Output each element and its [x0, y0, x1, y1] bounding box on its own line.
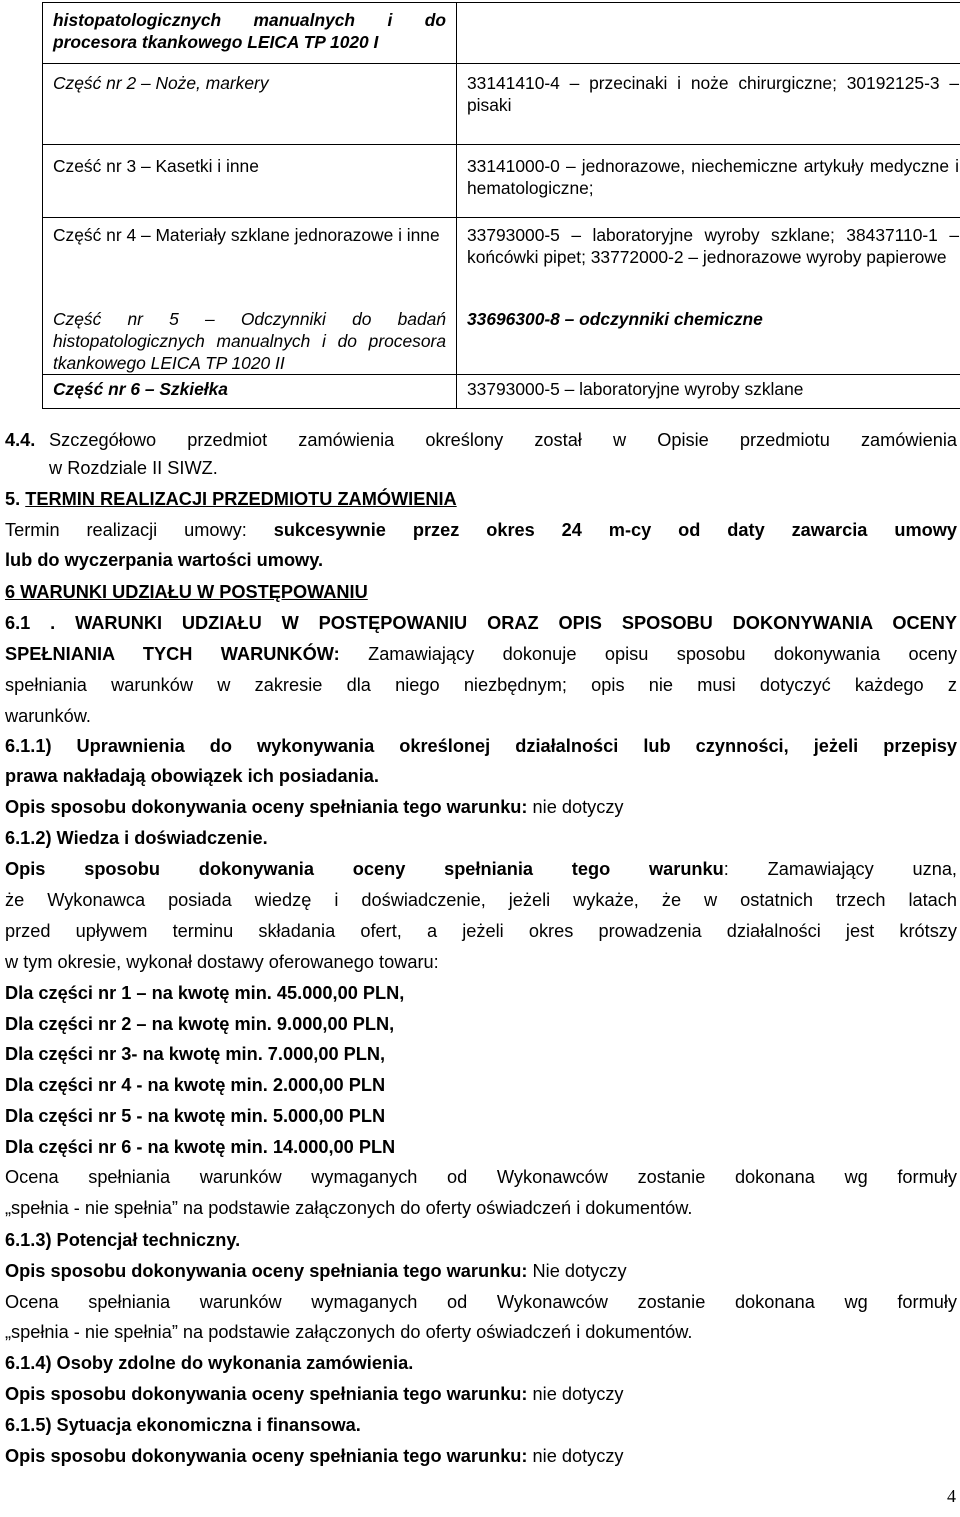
paragraph-line	[5, 612, 957, 634]
assessment-value: nie dotyczy	[532, 1384, 624, 1404]
page-number: 4	[947, 1486, 956, 1506]
table-cell-cpv: 33696300-8 – odczynniki chemiczne	[467, 309, 763, 329]
table-cell-part: Część nr 2 – Noże, markery	[43, 64, 457, 145]
assessment-value: nie dotyczy	[532, 1446, 624, 1466]
subsection-title: 6.1.2) Wiedza i doświadczenie.	[5, 828, 268, 848]
table-cell-cpv: 33141410-4 – przecinaki i noże chirurgiczne; 30192125-3 – pisaki	[457, 64, 960, 145]
assessment-value: nie dotyczy	[532, 797, 624, 817]
amount-item: Dla części nr 5 - na kwotę min. 5.000,00 PLN	[5, 1106, 386, 1126]
paragraph-line: w tym okresie, wykonał dostawy oferowanego towaru:	[5, 952, 439, 972]
paragraph-line: Ocena spełniania warunków wymaganych od Wykonawców zostanie dokonana wg formuły	[5, 1167, 957, 1187]
table-cell-cpv-group	[457, 218, 960, 375]
paragraph-line: Szczegółowo przedmiot zamówienia określony został w Opisie przedmiotu zamówienia	[49, 430, 957, 450]
subsection-title: 6.1.4) Osoby zdolne do wykonania zamówienia.	[5, 1353, 414, 1373]
paragraph-line: warunków.	[5, 706, 91, 726]
table-row	[43, 64, 960, 145]
paragraph-line: przed upływem terminu składania ofert, a jeżeli okres prowadzenia działalności jest krótszy	[5, 921, 957, 941]
table-cell-cpv: 33793000-5 – laboratoryjne wyroby szklane	[457, 375, 960, 409]
amount-item: Dla części nr 3- na kwotę min. 7.000,00 PLN,	[5, 1044, 386, 1064]
section-title: 6 WARUNKI UDZIAŁU W POSTĘPOWANIU	[5, 582, 368, 602]
table-row	[43, 375, 960, 409]
subsection-title: prawa nakładają obowiązek ich posiadania.	[5, 766, 379, 786]
table-cell-cpv: 33141000-0 – jednorazowe, niechemiczne artykuły medyczne i hematologiczne;	[457, 145, 960, 218]
paragraph-line	[5, 643, 957, 665]
section-number: 6.1 .	[5, 613, 56, 633]
table-row	[43, 218, 960, 375]
table-row	[43, 3, 960, 64]
paragraph-text: Zamawiający dokonuje opisu sposobu dokonywania oceny	[368, 644, 957, 664]
table-cell-part: Część nr 6 – Szkiełka	[43, 375, 457, 409]
paragraph-line: „spełnia - nie spełnia” na podstawie załączonych do oferty oświadczeń i dokumentów.	[5, 1198, 693, 1218]
paragraph-line	[5, 796, 957, 818]
assessment-label: Opis sposobu dokonywania oceny spełniania tego warunku	[5, 859, 724, 879]
paragraph-line: „spełnia - nie spełnia” na podstawie załączonych do oferty oświadczeń i dokumentów.	[5, 1322, 693, 1342]
subsection-title: 6.1.1) Uprawnienia do wykonywania określonej działalności lub czynności, jeżeli przepisy	[5, 736, 957, 756]
table-cell-part-group	[43, 218, 457, 375]
section-heading	[5, 488, 957, 510]
paragraph-line	[5, 519, 957, 541]
table-cell-part: Część nr 5 – Odczynniki do badań histopatologicznych manualnych i do procesora tkankowego LEICA TP 1020 II	[53, 309, 446, 373]
subsection-title: 6.1.5) Sytuacja ekonomiczna i finansowa.	[5, 1415, 361, 1435]
subsection-title: 6.1.3) Potencjał techniczny.	[5, 1230, 241, 1250]
paragraph-line: że Wykonawca posiada wiedzę i doświadczenie, jeżeli wykaże, że w ostatnich trzech latach	[5, 890, 957, 910]
amount-item: Dla części nr 1 – na kwotę min. 45.000,00 PLN,	[5, 983, 405, 1003]
paragraph-line	[5, 858, 957, 880]
assessment-label: Opis sposobu dokonywania oceny spełniania tego warunku:	[5, 1261, 528, 1281]
section-number: 4.4.	[5, 430, 36, 450]
table-cell-part: Cześć nr 3 – Kasetki i inne	[43, 145, 457, 218]
assessment-label: Opis sposobu dokonywania oceny spełniania tego warunku:	[5, 797, 528, 817]
paragraph-line: Ocena spełniania warunków wymaganych od Wykonawców zostanie dokonana wg formuły	[5, 1292, 957, 1312]
amount-item: Dla części nr 4 - na kwotę min. 2.000,00 PLN	[5, 1075, 386, 1095]
assessment-value: Nie dotyczy	[532, 1261, 627, 1281]
table-cell-part: Część nr 4 – Materiały szklane jednorazowe i inne	[53, 225, 440, 245]
section-title: SPEŁNIANIA TYCH WARUNKÓW:	[5, 644, 340, 664]
section-title: WARUNKI UDZIAŁU W POSTĘPOWANIU ORAZ OPIS SPOSOBU DOKONYWANIA OCENY	[75, 613, 957, 633]
table-row	[43, 145, 960, 218]
paragraph-line	[5, 1260, 957, 1282]
cpv-table	[42, 2, 960, 409]
assessment-label: Opis sposobu dokonywania oceny spełniania tego warunku:	[5, 1446, 528, 1466]
assessment-label: Opis sposobu dokonywania oceny spełniania tego warunku:	[5, 1384, 528, 1404]
term-label: Termin realizacji umowy:	[5, 520, 247, 540]
paragraph-line: lub do wyczerpania wartości umowy.	[5, 550, 324, 570]
amount-item: Dla części nr 6 - na kwotę min. 14.000,00 PLN	[5, 1137, 396, 1157]
section-title: TERMIN REALIZACJI PRZEDMIOTU ZAMÓWIENIA	[25, 489, 457, 509]
paragraph-line	[5, 1445, 957, 1467]
term-value: sukcesywnie przez okres 24 m-cy od daty zawarcia umowy	[273, 520, 957, 540]
paragraph-text: : Zamawiający uzna,	[723, 859, 957, 879]
paragraph-line: spełniania warunków w zakresie dla niego niezbędnym; opis nie musi dotyczyć każdego z	[5, 675, 957, 695]
table-cell-cpv: 33793000-5 – laboratoryjne wyroby szklane; 38437110-1 – końcówki pipet; 33772000-2 – jednorazowe wyroby papierowe	[467, 225, 959, 267]
table-cell-part: histopatologicznych manualnych i do procesora tkankowego LEICA TP 1020 I	[43, 3, 457, 64]
paragraph-line	[5, 1383, 957, 1405]
table-cell-cpv	[457, 3, 960, 64]
amount-item: Dla części nr 2 – na kwotę min. 9.000,00 PLN,	[5, 1014, 395, 1034]
paragraph-line: w Rozdziale II SIWZ.	[49, 458, 218, 478]
section-number: 5.	[5, 489, 21, 509]
